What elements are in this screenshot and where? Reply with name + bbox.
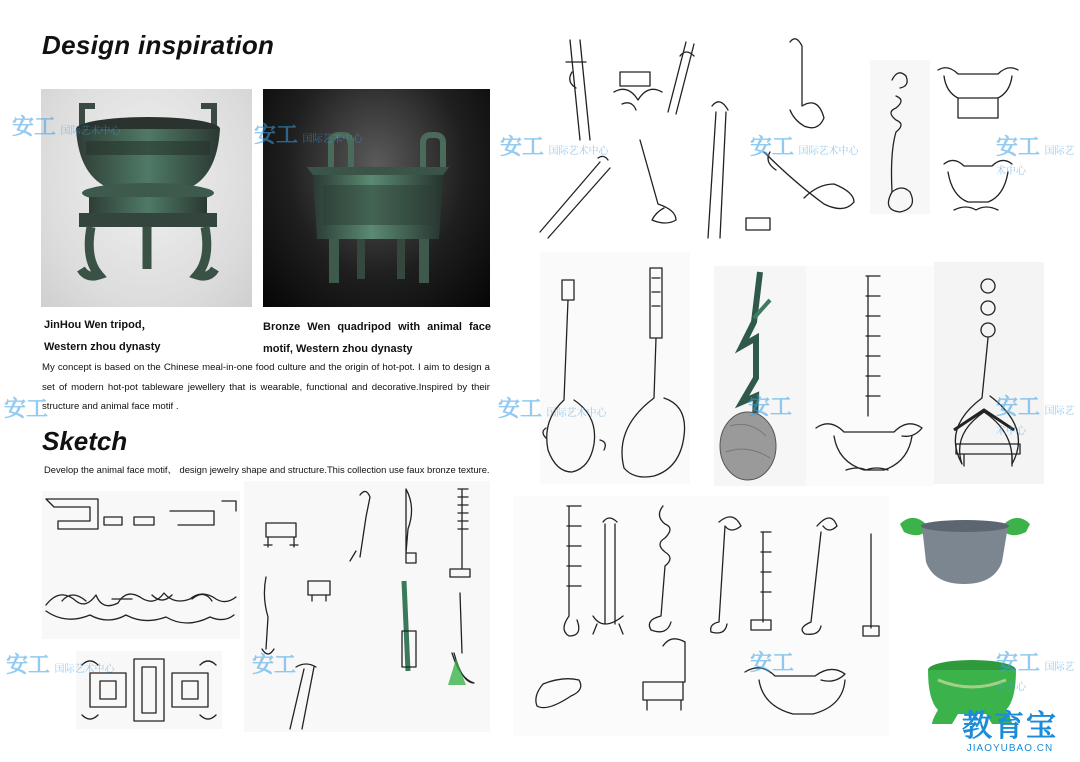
quadripod-caption-line1: Bronze Wen quadripod with animal face [263, 321, 491, 333]
sketch-description: Develop the animal face motif、 design jewelry shape and structure.This collection use faux bronze texture. [44, 464, 490, 475]
jade-cauldron-render-1 [896, 506, 1034, 586]
motif-sketch-panel [42, 491, 240, 639]
watermark-1 [12, 110, 120, 141]
final-collection-panel [513, 496, 889, 736]
brand-logo [962, 711, 1058, 754]
watermark-org: 国际艺术中心 [548, 146, 609, 157]
watermark-org: 国际艺术中心 [798, 146, 859, 157]
concept-paragraph: My concept is based on the Chinese meal-in-one food culture and the origin of hot-pot. I aim to design a set of modern hot-pot tableware jewellery that is wearable, functional and decorative.Inspired by their structure and animal face motif . [42, 362, 490, 412]
watermark-logo: 安工 [750, 650, 795, 675]
watermark-11 [252, 648, 296, 679]
watermark-logo: 安工 [252, 652, 297, 677]
animal-face-motif-drawing [42, 491, 240, 639]
watermark-logo: 安工 [4, 396, 49, 421]
spoon-outline-drawing [540, 252, 690, 484]
watermark-5 [996, 130, 1080, 179]
ladle-sketch-panel [870, 60, 930, 214]
watermark-10 [6, 648, 114, 679]
watermark-logo: 安工 [748, 394, 793, 419]
watermark-8 [748, 390, 792, 421]
brand-url: JIAOYUBAO.CN [966, 743, 1054, 754]
watermark-org: 国际艺术中心 [54, 664, 115, 675]
watermark-12 [750, 646, 794, 677]
watermark-logo: 安工 [500, 134, 545, 159]
tripod-caption-line1: JinHou Wen tripod， [44, 319, 153, 331]
watermark-org: 国际艺术中心 [60, 126, 121, 137]
watermark-2 [254, 118, 362, 149]
ladle-hook-drawing [870, 60, 930, 214]
watermark-logo: 安工 [996, 394, 1041, 419]
lantern-hook-drawing [934, 262, 1044, 484]
watermark-org: 国际艺术中心 [996, 662, 1075, 693]
watermark-9 [996, 390, 1080, 439]
utensil-sketch-drawing [244, 481, 490, 732]
bronze-fork-drawing [714, 266, 806, 486]
watermark-logo: 安工 [6, 652, 51, 677]
hook-cauldron-panel [806, 266, 934, 486]
brand-name: 教育宝 [962, 709, 1058, 744]
hook-cauldron-drawing [806, 266, 934, 486]
watermark-4 [750, 130, 858, 161]
watermark-6 [4, 392, 48, 423]
jade-cauldron-drawing-1 [896, 506, 1034, 586]
watermark-org: 国际艺术中心 [996, 146, 1075, 177]
design-inspiration-heading: Design inspiration [42, 30, 275, 60]
tripod-caption-line2: Western zhou dynasty [44, 341, 161, 353]
watermark-3 [500, 130, 608, 161]
watermark-org: 国际艺术中心 [302, 134, 363, 145]
watermark-13 [996, 646, 1080, 695]
sketch-heading: Sketch [42, 426, 128, 456]
watermark-logo: 安工 [12, 114, 57, 139]
watermark-logo: 安工 [996, 650, 1041, 675]
spoon-sketch-panel [540, 252, 690, 484]
utensil-sketch-panel [244, 481, 490, 732]
watermark-org: 国际艺术中心 [996, 406, 1075, 437]
watermark-logo: 安工 [498, 396, 543, 421]
watermark-logo: 安工 [254, 122, 299, 147]
quadripod-caption-line2: motif, Western zhou dynasty [263, 343, 413, 355]
watermark-logo: 安工 [996, 134, 1041, 159]
bronze-fork-image [714, 266, 806, 486]
lantern-hook-panel [934, 262, 1044, 484]
watermark-org: 国际艺术中心 [546, 408, 607, 419]
watermark-logo: 安工 [750, 134, 795, 159]
watermark-7 [498, 392, 606, 423]
final-collection-drawing [513, 496, 889, 736]
